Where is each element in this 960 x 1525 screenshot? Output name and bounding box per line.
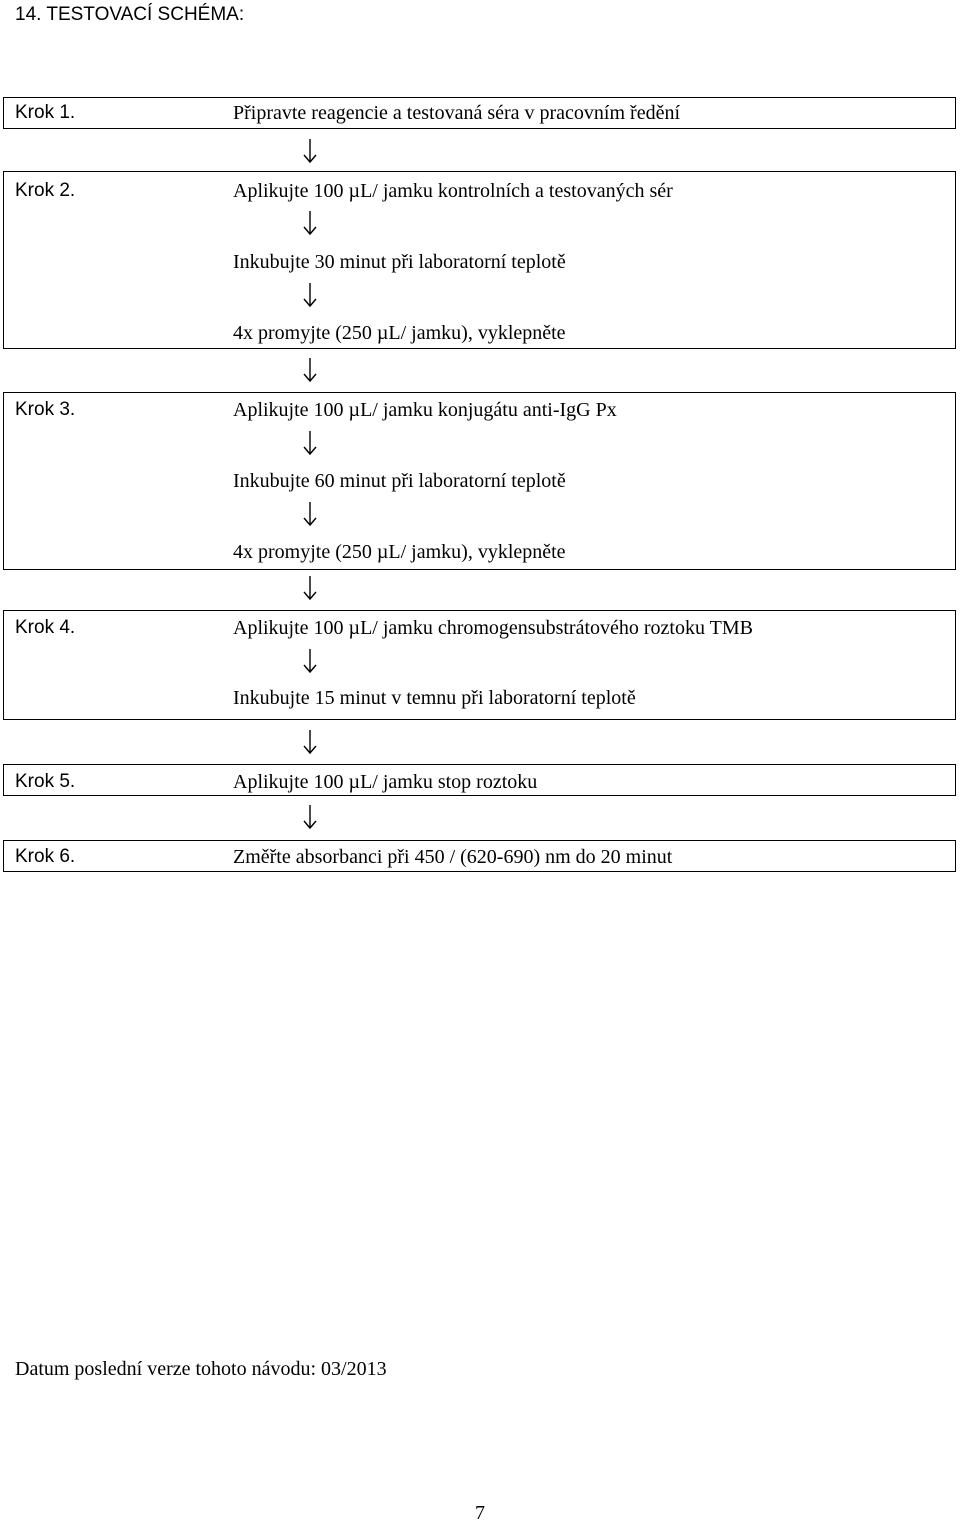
section-title: 14. TESTOVACÍ SCHÉMA: bbox=[15, 4, 245, 25]
down-arrow-icon bbox=[302, 430, 318, 456]
step-text: Změřte absorbanci při 450 / (620-690) nm do 20 minut bbox=[233, 846, 673, 868]
krok-label: Krok 5. bbox=[15, 771, 76, 792]
step-text: 4x promyjte (250 µL/ jamku), vyklepněte bbox=[233, 322, 566, 344]
down-arrow-icon bbox=[302, 729, 318, 755]
down-arrow-icon bbox=[302, 804, 318, 830]
step-text: Inkubujte 30 minut při laboratorní teplotě bbox=[233, 251, 566, 273]
down-arrow-icon bbox=[302, 501, 318, 527]
step-text: Inkubujte 60 minut při laboratorní teplotě bbox=[233, 470, 566, 492]
krok-label: Krok 6. bbox=[15, 846, 76, 867]
step-text: 4x promyjte (250 µL/ jamku), vyklepněte bbox=[233, 541, 566, 563]
step-text: Aplikujte 100 µL/ jamku chromogensubstrátového roztoku TMB bbox=[233, 617, 753, 639]
step-text: Připravte reagencie a testovaná séra v pracovním ředění bbox=[233, 102, 681, 124]
krok-label: Krok 1. bbox=[15, 102, 76, 123]
krok-label: Krok 3. bbox=[15, 399, 76, 420]
down-arrow-icon bbox=[302, 138, 318, 164]
step-text: Aplikujte 100 µL/ jamku konjugátu anti-IgG Px bbox=[233, 399, 617, 421]
down-arrow-icon bbox=[302, 210, 318, 236]
document-version-date: Datum poslední verze tohoto návodu: 03/2013 bbox=[15, 1358, 387, 1380]
page-number: 7 bbox=[475, 1502, 485, 1524]
down-arrow-icon bbox=[302, 282, 318, 308]
down-arrow-icon bbox=[302, 648, 318, 674]
step-text: Inkubujte 15 minut v temnu při laboratorní teplotě bbox=[233, 687, 636, 709]
krok-label: Krok 2. bbox=[15, 180, 76, 201]
step-text: Aplikujte 100 µL/ jamku kontrolních a testovaných sér bbox=[233, 180, 673, 202]
step-text: Aplikujte 100 µL/ jamku stop roztoku bbox=[233, 771, 538, 793]
krok-label: Krok 4. bbox=[15, 617, 76, 638]
down-arrow-icon bbox=[302, 575, 318, 601]
down-arrow-icon bbox=[302, 357, 318, 383]
